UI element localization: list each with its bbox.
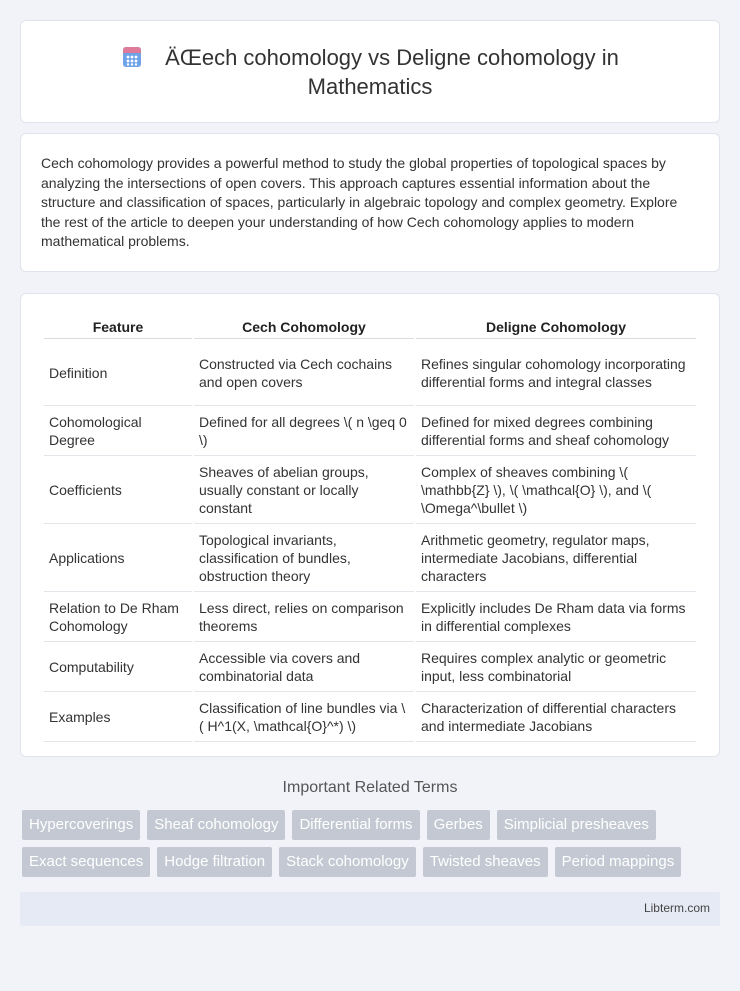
header-deligne: Deligne Cohomology: [416, 316, 696, 339]
related-terms-title: Important Related Terms: [282, 779, 458, 796]
table-header-row: [44, 316, 696, 339]
row-deligne: Explicitly includes De Rham data via forms in differential complexes: [416, 592, 696, 642]
row-cech: Less direct, relies on comparison theorems: [194, 592, 414, 642]
row-feature: Definition: [44, 339, 192, 406]
table-row: [44, 456, 696, 524]
row-feature: Applications: [44, 524, 192, 592]
row-cech: Sheaves of abelian groups, usually constant or locally constant: [194, 456, 414, 524]
footer: [20, 892, 720, 926]
row-deligne: Defined for mixed degrees combining differential forms and sheaf cohomology: [416, 406, 696, 456]
tag-hypercoverings[interactable]: Hypercoverings: [22, 810, 140, 840]
table-row: [44, 406, 696, 456]
table-row: [44, 339, 696, 406]
comparison-table: [42, 316, 698, 742]
page-title: ÄŒech cohomology vs Deligne cohomology in Mathematics: [165, 44, 619, 99]
related-tags: [0, 810, 740, 877]
row-deligne: Requires complex analytic or geometric input, less combinatorial: [416, 642, 696, 692]
row-deligne: Complex of sheaves combining \( \mathbb{Z} \), \( \mathcal{O} \), and \( \Omega^\bullet \): [416, 456, 696, 524]
tag-hodge-filtration[interactable]: Hodge filtration: [157, 847, 272, 877]
table-row: [44, 692, 696, 742]
calculator-icon: [121, 46, 143, 68]
row-cech: Defined for all degrees \( n \geq 0 \): [194, 406, 414, 456]
row-cech: Topological invariants, classification of bundles, obstruction theory: [194, 524, 414, 592]
page-title-wrap: [61, 43, 679, 101]
footer-brand-link[interactable]: Libterm.com: [643, 901, 710, 915]
header-cech: Cech Cohomology: [194, 316, 414, 339]
table-row: [44, 524, 696, 592]
row-feature: Relation to De Rham Cohomology: [44, 592, 192, 642]
intro-text: Cech cohomology provides a powerful method to study the global properties of topological spaces by analyzing the intersections of open covers. This approach captures essential information about the structure and classification of spaces, particularly in algebraic topology and complex geometry. Explore the rest of the article to deepen your understanding of how Cech cohomology applies to modern mathematical problems.: [41, 155, 678, 250]
tag-exact-sequences[interactable]: Exact sequences: [22, 847, 150, 877]
row-feature: Examples: [44, 692, 192, 742]
tag-period-mappings[interactable]: Period mappings: [555, 847, 682, 877]
row-feature: Cohomological Degree: [44, 406, 192, 456]
row-cech: Constructed via Cech cochains and open covers: [194, 339, 414, 406]
tag-differential-forms[interactable]: Differential forms: [292, 810, 419, 840]
tag-twisted-sheaves[interactable]: Twisted sheaves: [423, 847, 548, 877]
row-deligne: Characterization of differential characters and intermediate Jacobians: [416, 692, 696, 742]
row-deligne: Refines singular cohomology incorporating differential forms and integral classes: [416, 339, 696, 406]
row-feature: Coefficients: [44, 456, 192, 524]
table-row: [44, 642, 696, 692]
row-deligne: Arithmetic geometry, regulator maps, intermediate Jacobians, differential characters: [416, 524, 696, 592]
intro-card: [20, 133, 720, 272]
related-terms-section: [0, 779, 740, 877]
header-feature: Feature: [44, 316, 192, 339]
row-feature: Computability: [44, 642, 192, 692]
row-cech: Classification of line bundles via \( H^1(X, \mathcal{O}^*) \): [194, 692, 414, 742]
header-card: [20, 20, 720, 123]
row-cech: Accessible via covers and combinatorial data: [194, 642, 414, 692]
tag-simplicial-presheaves[interactable]: Simplicial presheaves: [497, 810, 656, 840]
tag-stack-cohomology[interactable]: Stack cohomology: [279, 847, 416, 877]
tag-sheaf-cohomology[interactable]: Sheaf cohomology: [147, 810, 285, 840]
comparison-table-card: [20, 293, 720, 757]
table-row: [44, 592, 696, 642]
tag-gerbes[interactable]: Gerbes: [427, 810, 490, 840]
